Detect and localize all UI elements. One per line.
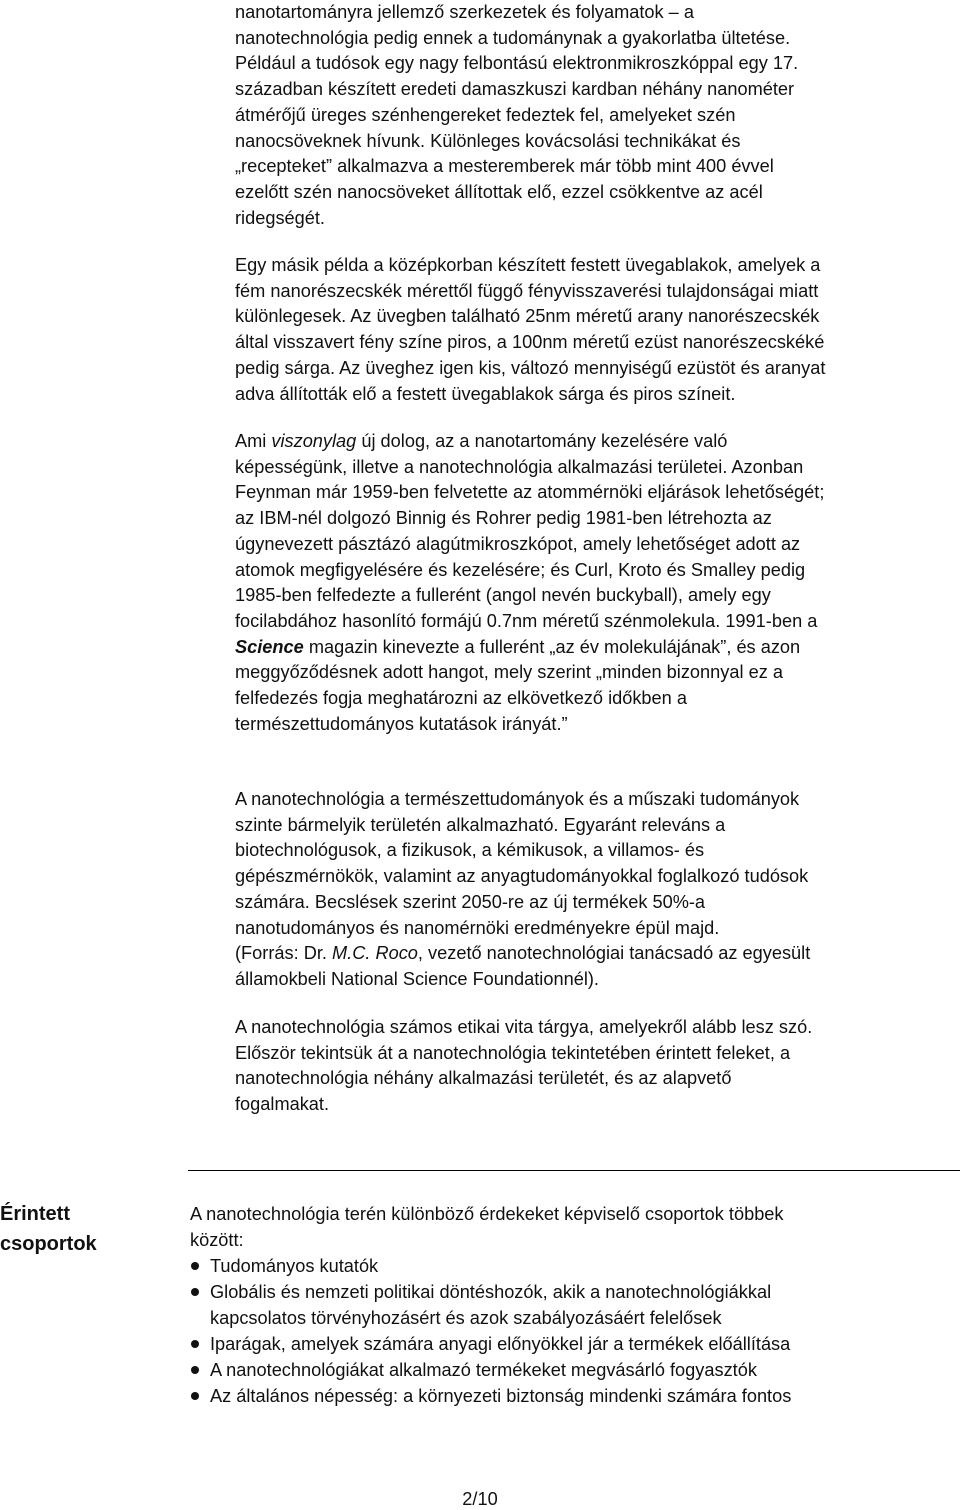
- text-run: , vezető nanotechnológiai tanácsadó az egyesült: [417, 943, 811, 964]
- text-line: Feynman már 1959-ben felvetette az atommérnöki eljárások lehetőségét;: [235, 482, 825, 503]
- text-line: átmérőjű üreges szénhengereket fedeztek fel, amelyeket szén: [235, 104, 736, 125]
- list-item: [190, 1357, 960, 1383]
- text-run: Ami: [235, 431, 272, 451]
- bullet-icon: [191, 1392, 199, 1400]
- text-line: Például a tudósok egy nagy felbontású elektronmikroszkóppal egy 17.: [235, 53, 799, 74]
- text-line: fogalmakat.: [235, 1094, 330, 1115]
- groups-intro: A nanotechnológia terén különböző érdekeket képviselő csoportok többek: [190, 1204, 784, 1224]
- list-item: [190, 1253, 960, 1279]
- text-line: fém nanorészecskék mérettől függő fényvisszaverési tulajdonságai miatt: [235, 280, 819, 301]
- page-number: 2/10: [462, 1489, 498, 1509]
- text-line: ridegségét.: [235, 207, 325, 228]
- bullet-icon: [191, 1288, 199, 1296]
- magazine-title: Science: [235, 636, 304, 657]
- text-line: úgynevezett pásztázó alagútmikroszkópot, amely lehetőséget adott az: [235, 533, 801, 554]
- text-line: Először tekintsük át a nanotechnológia tekintetében érintett feleket, a: [235, 1042, 791, 1063]
- paragraph-ethics-intro: [235, 1015, 960, 1118]
- text-line: szinte bármelyik területén alkalmazható. Egyaránt releváns a: [235, 814, 726, 835]
- section-heading: [0, 1199, 97, 1259]
- bullet-icon: [191, 1262, 199, 1270]
- source-citation: [235, 941, 960, 967]
- text-line: adva állították elő a festett üvegablakok sárga és piros színeit.: [235, 383, 736, 404]
- text-line: ezelőtt szén nanocsöveket állítottak elő, ezzel csökkentve az acél: [235, 181, 763, 202]
- text-line: képességünk, illetve a nanotechnológia alkalmazási területei. Azonban: [235, 456, 804, 477]
- list-item-text: Globális és nemzeti politikai döntéshozók, akik a nanotechnológiákkal: [210, 1282, 772, 1302]
- text-line: meggyőződésnek adott hangot, mely szerint „minden bizonnyal ez a: [235, 662, 783, 683]
- text-line: államokbeli National Science Foundationnél).: [235, 968, 599, 989]
- stakeholder-groups: [190, 1201, 960, 1409]
- list-item-text: Tudományos kutatók: [210, 1256, 379, 1276]
- heading-line: csoportok: [0, 1233, 97, 1255]
- text-line: században készített eredeti damaszkuszi kardban néhány nanométer: [235, 79, 795, 100]
- text-line: nanotechnológia néhány alkalmazási területét, és az alapvető: [235, 1068, 732, 1089]
- list-item: [190, 1279, 960, 1331]
- bullet-list: [190, 1253, 960, 1409]
- text-line: A nanotechnológia a természettudományok és a műszaki tudományok: [235, 789, 800, 809]
- groups-intro: között:: [190, 1230, 244, 1250]
- text-line: biotechnológusok, a fizikusok, a kémikusok, a villamos- és: [235, 840, 705, 861]
- text-line: nanocsöveknek hívunk. Különleges kovácsolási technikákat és: [235, 130, 741, 151]
- paragraph-applications: [235, 787, 960, 993]
- text-line: természettudományos kutatások irányát.”: [235, 713, 568, 734]
- text-line: felfedezés fogja meghatározni az elkövetkező időkben a: [235, 688, 687, 709]
- text-run: (Forrás: Dr.: [235, 943, 333, 964]
- text-line: nanotechnológia pedig ennek a tudománynak a gyakorlatba ültetése.: [235, 27, 791, 48]
- paragraph-damascus-sword: [235, 0, 960, 231]
- text-line: focilabdához hasonlító formájú 0.7nm méretű szénmolekula. 1991-ben a: [235, 610, 818, 631]
- text-line: [235, 429, 960, 455]
- text-line: az IBM-nél dolgozó Binnig és Rohrer pedig 1981-ben létrehozta az: [235, 508, 772, 529]
- text-line: által visszavert fény színe piros, a 100nm méretű ezüst nanorészecskéké: [235, 332, 825, 353]
- text-line: Egy másik példa a középkorban készített festett üvegablakok, amelyek a: [235, 255, 821, 275]
- text-line: 1985-ben felfedezte a fullerént (angol nevén buckyball), amely egy: [235, 585, 771, 606]
- text-line: nanotartományra jellemző szerkezetek és folyamatok – a: [235, 2, 694, 22]
- bullet-icon: [191, 1340, 199, 1348]
- text-line: pedig sárga. Az üveghez igen kis, változó mennyiségű ezüstöt és aranyat: [235, 357, 826, 378]
- section-divider: [188, 1170, 960, 1171]
- list-item-text: kapcsolatos törvényhozásért és azok szabályozásáért felelősek: [210, 1308, 722, 1328]
- text-line: különlegesek. Az üvegben található 25nm méretű arany nanorészecskék: [235, 306, 820, 327]
- author-name: M.C. Roco: [332, 943, 418, 964]
- paragraph-history-fullerene: [235, 429, 960, 737]
- text-line: atomok megfigyelésére és kezelésére; és Curl, Kroto és Smalley pedig: [235, 559, 806, 580]
- list-item-text: Az általános népesség: a környezeti biztonság mindenki számára fontos: [210, 1386, 792, 1406]
- text-line: gépészmérnökök, valamint az anyagtudományokkal foglalkozó tudósok: [235, 866, 809, 887]
- text-run: új dolog, az a nanotartomány kezelésére való: [356, 431, 728, 451]
- list-item: [190, 1331, 960, 1357]
- text-line: [235, 635, 960, 661]
- text-line: „recepteket” alkalmazva a mesteremberek már több mint 400 évvel: [235, 156, 774, 177]
- list-item: [190, 1383, 960, 1409]
- text-line: nanotudományos és nanomérnöki eredményekre épül majd.: [235, 917, 720, 938]
- list-item-text: A nanotechnológiákat alkalmazó termékeket megvásárló fogyasztók: [210, 1360, 757, 1380]
- bullet-icon: [191, 1366, 199, 1374]
- emphasis-text: viszonylag: [271, 431, 357, 451]
- heading-line: Érintett: [0, 1203, 70, 1225]
- text-run: magazin kinevezte a fullerént „az év molekulájának”, és azon: [303, 636, 801, 657]
- text-line: számára. Becslések szerint 2050-re az új termékek 50%-a: [235, 891, 706, 912]
- paragraph-stained-glass: [235, 253, 960, 407]
- list-item-text: Iparágak, amelyek számára anyagi előnyökkel jár a termékek előállítása: [210, 1334, 791, 1354]
- text-line: A nanotechnológia számos etikai vita tárgya, amelyekről alább lesz szó.: [235, 1017, 813, 1037]
